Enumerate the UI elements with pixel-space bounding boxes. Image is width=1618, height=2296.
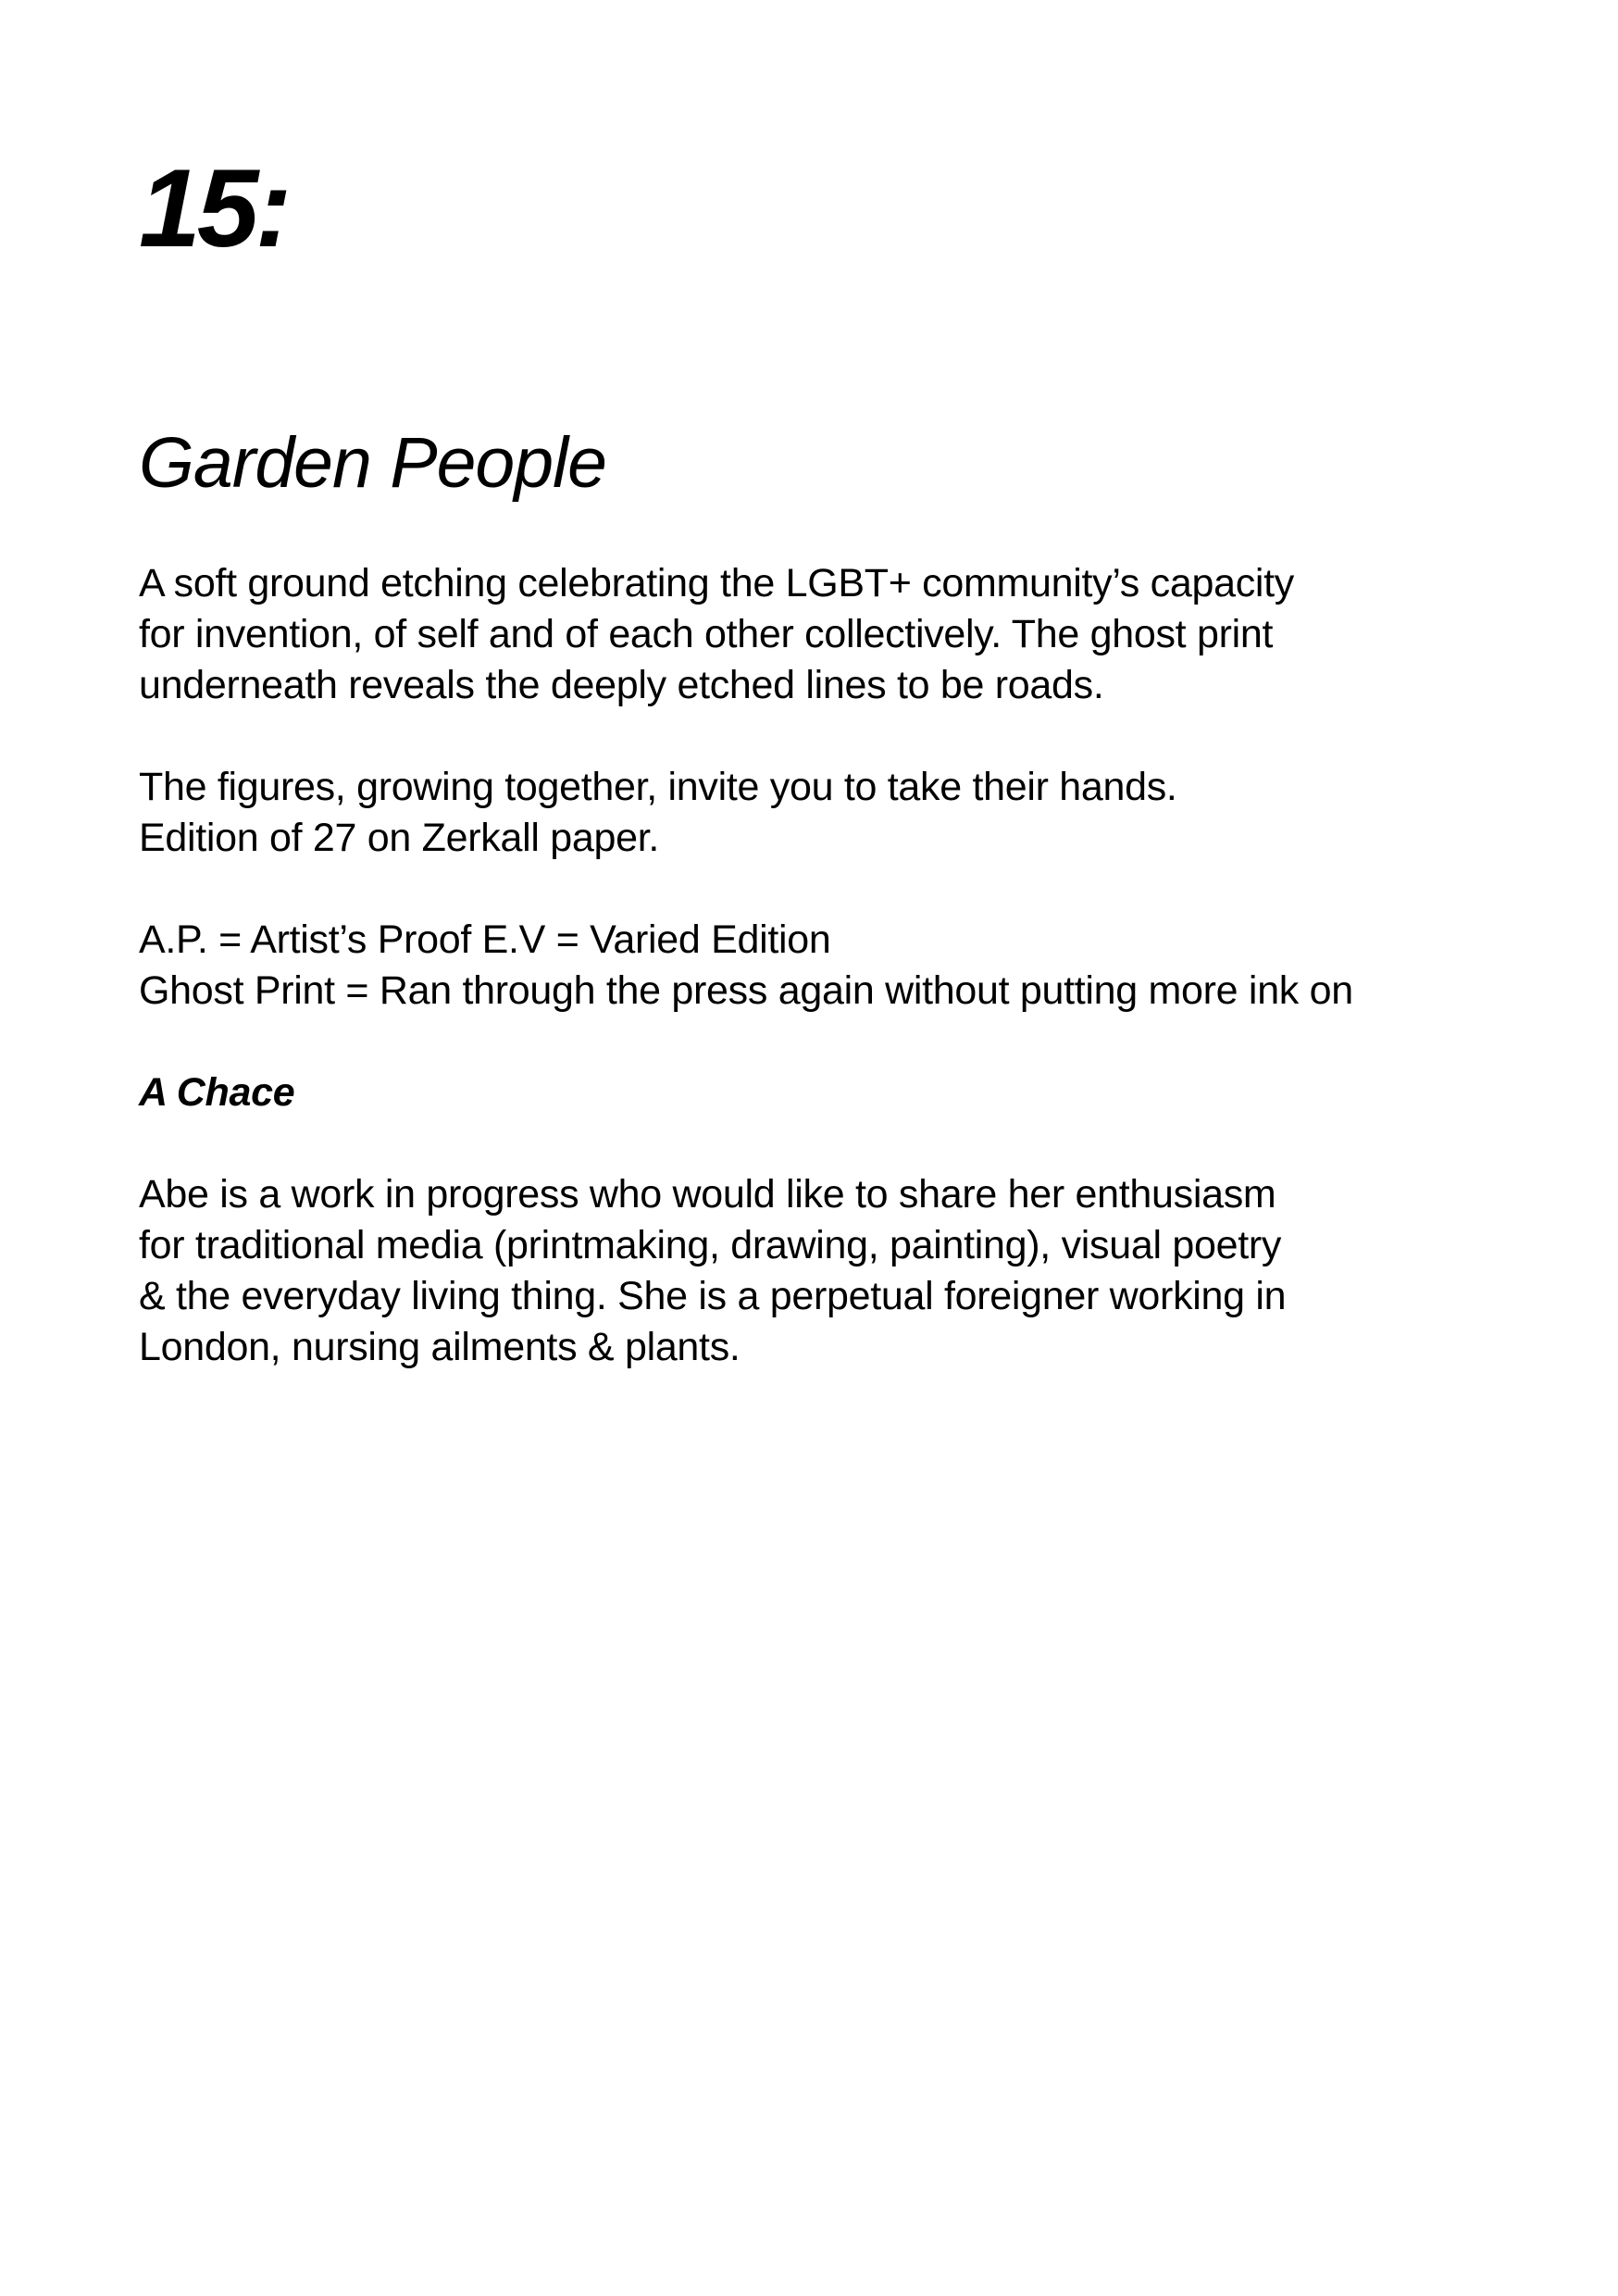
edition-legend	[139, 915, 1527, 1017]
text-line: for invention, of self and of each other collectively. The ghost print	[139, 612, 1274, 656]
artist-name: A Chace	[139, 1070, 295, 1115]
description-paragraph-2	[139, 762, 1527, 864]
text-line: & the everyday living thing. She is a perpetual foreigner working in	[139, 1274, 1287, 1318]
text-line: A.P. = Artist’s Proof E.V = Varied Edition	[139, 917, 831, 962]
text-line: Abe is a work in progress who would like to share her enthusiasm	[139, 1172, 1276, 1217]
text-line: The figures, growing together, invite you to take their hands.	[139, 765, 1177, 809]
text-line: for traditional media (printmaking, drawing, painting), visual poetry	[139, 1223, 1282, 1267]
entry-number: 15:	[139, 146, 289, 270]
artist-bio	[139, 1169, 1527, 1373]
artwork-title: Garden People	[139, 423, 606, 503]
text-line: underneath reveals the deeply etched lines to be roads.	[139, 663, 1104, 707]
text-line: Edition of 27 on Zerkall paper.	[139, 816, 660, 860]
text-line: Ghost Print = Ran through the press again without putting more ink on	[139, 968, 1353, 1013]
text-line: A soft ground etching celebrating the LGBT+ community’s capacity	[139, 561, 1294, 605]
body-text	[139, 558, 1527, 1424]
description-paragraph-1	[139, 558, 1527, 711]
text-line: London, nursing ailments & plants.	[139, 1325, 741, 1369]
